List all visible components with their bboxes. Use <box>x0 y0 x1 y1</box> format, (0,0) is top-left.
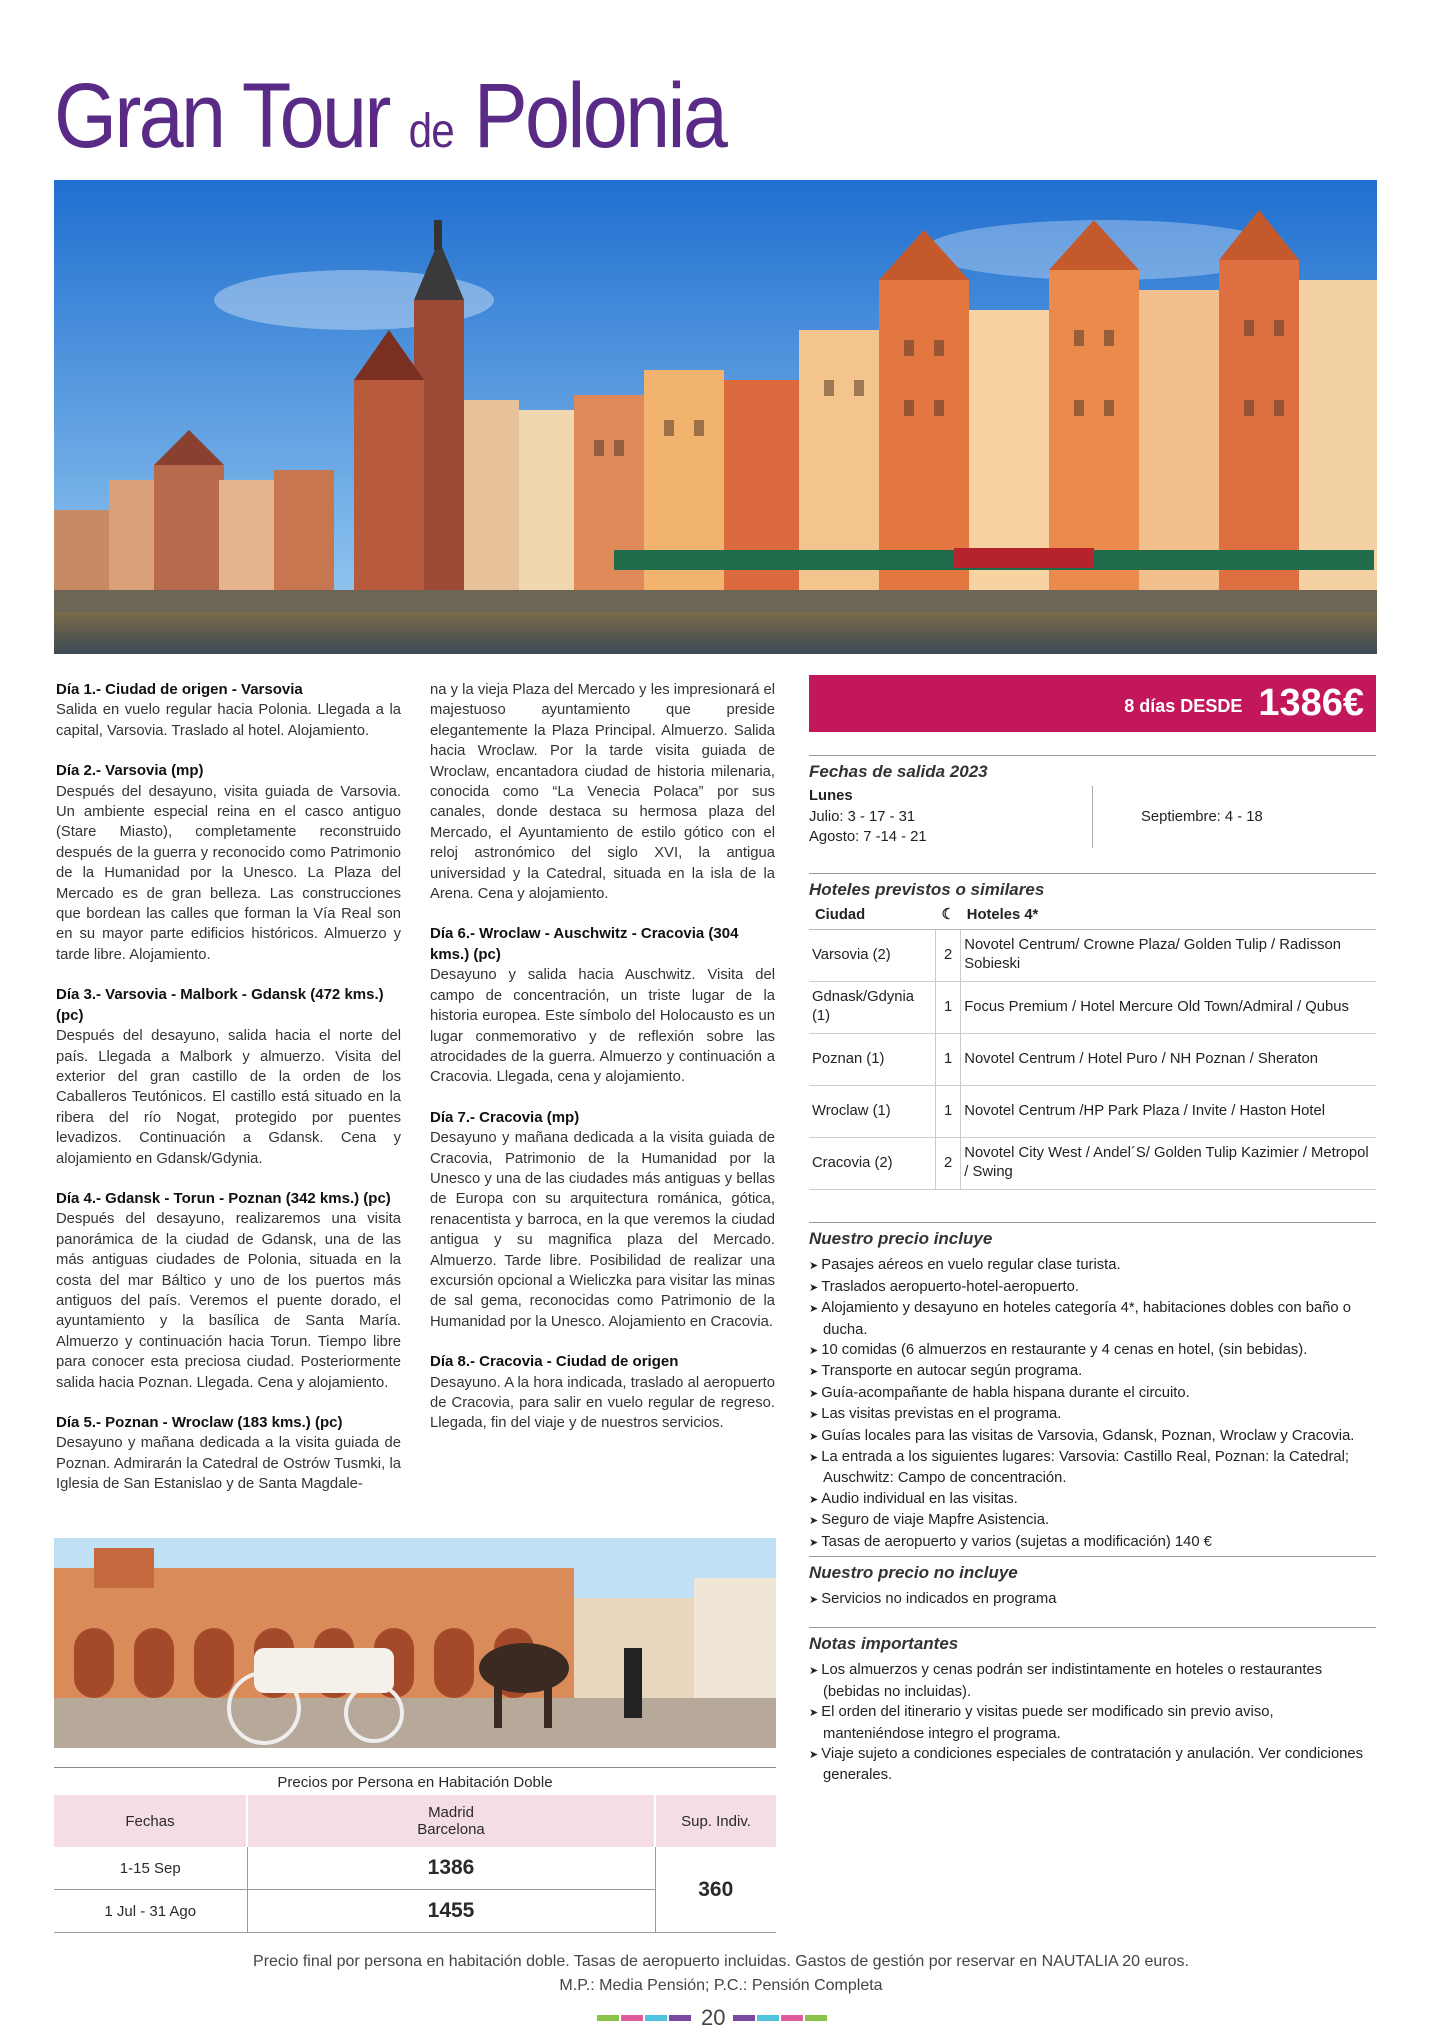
table-row: 1 Jul - 31 Ago 1455 <box>54 1890 776 1933</box>
departure-august: Agosto: 7 -14 - 21 <box>809 829 927 846</box>
list-item: ➤ Audio individual en las visitas. <box>809 1489 1376 1510</box>
day-4-text: Después del desayuno, realizaremos una visita panorámica de la ciudad de Gdansk, una de las más antiguas ciudades de Polonia, situada en la costa del mar Báltico y uno de los puertos más antiguos del país. Veremos el puente dorado, el ayuntamiento y la basílica de Santa María. Almuerzo y continuación hacia Torun. Tiempo libre para conocer esta preciosa ciudad. Posteriormente salida hacia Poznan. Llegada. Cena y alojamiento. <box>56 1211 401 1391</box>
photo-krakow-carriage <box>54 1538 776 1748</box>
price-table-section <box>54 1767 776 1933</box>
departure-weekday: Lunes <box>809 788 853 805</box>
price-excludes-list <box>809 1589 1376 1610</box>
day-5-text: Desayuno y mañana dedicada a la visita guiada de Poznan. Admirarán la Catedral de Ostrów Tusmki, la Iglesia de San Estanislao y de Santa Magdale- <box>56 1435 401 1493</box>
price-excludes-section <box>809 1556 1376 1611</box>
day-4-title: Día 4.- Gdansk - Torun - Poznan (342 kms.) (pc) <box>56 1189 391 1207</box>
list-item: ➤ Los almuerzos y cenas podrán ser indistintamente en hoteles o restaurantes (bebidas no incluidas). <box>809 1660 1376 1702</box>
day-2-title: Día 2.- Varsovia (mp) <box>56 762 204 780</box>
price-table-caption: Precios por Persona en Habitación Doble <box>54 1767 776 1795</box>
table-row: Wroclaw (1) 1 Novotel Centrum /HP Park Plaza / Invite / Haston Hotel <box>809 1085 1376 1137</box>
footer-abbreviations: M.P.: Media Pensión; P.C.: Pensión Completa <box>559 1977 883 1994</box>
itinerary-column-1 <box>56 680 401 1515</box>
table-row: Cracovia (2) 2 Novotel City West / Andel´S/ Golden Tulip Kazimier / Metropol / Swing <box>809 1137 1376 1189</box>
list-item: ➤ Las visitas previstas en el programa. <box>809 1404 1376 1425</box>
price-col-cities <box>247 1795 655 1847</box>
price-table <box>54 1795 776 1933</box>
day-8-text: Desayuno. A la hora indicada, traslado al aeropuerto de Cracovia, para salir en vuelo regular de regreso. Llegada, fin del viaje y de nuestros servicios. <box>430 1374 775 1432</box>
notes-list <box>809 1660 1376 1785</box>
price-excludes-title: Nuestro precio no incluye <box>809 1556 1376 1583</box>
day-5-continued <box>430 680 775 904</box>
departure-dates-section <box>809 755 1376 848</box>
list-item: ➤ Traslados aeropuerto-hotel-aeropuerto. <box>809 1277 1376 1298</box>
page-number: 20 <box>701 2005 726 2030</box>
table-row: Varsovia (2) 2 Novotel Centrum/ Crowne Plaza/ Golden Tulip / Radisson Sobieski <box>809 929 1376 981</box>
list-item: ➤ Seguro de viaje Mapfre Asistencia. <box>809 1510 1376 1531</box>
price-col-dates: Fechas <box>54 1795 247 1847</box>
day-6-title: Día 6.- Wroclaw - Auschwitz - Cracovia (304 kms.) (pc) <box>430 925 739 963</box>
table-row: Poznan (1) 1 Novotel Centrum / Hotel Puro / NH Poznan / Sheraton <box>809 1033 1376 1085</box>
day-7-title: Día 7.- Cracovia (mp) <box>430 1108 580 1126</box>
list-item: ➤ El orden del itinerario y visitas puede ser modificado sin previo aviso, manteniéndose integro el programa. <box>809 1702 1376 1744</box>
day-5 <box>56 1413 401 1495</box>
list-item: ➤ 10 comidas (6 almuerzos en restaurante y 4 cenas en hotel, (sin bebidas). <box>809 1340 1376 1361</box>
hotels-table <box>809 902 1376 1189</box>
hotels-col-hotels: Hoteles 4* <box>961 902 1376 929</box>
itinerary-column-2 <box>430 680 775 1454</box>
list-item: ➤ La entrada a los siguientes lugares: Varsovia: Castillo Real, Poznan: la Catedral; Auschwitz: Campo de concentración. <box>809 1447 1376 1489</box>
title-de: de <box>408 105 454 158</box>
list-item: ➤ Tasas de aeropuerto y varios (sujetas a modificación) 140 € <box>809 1532 1376 1553</box>
day-1-text: Salida en vuelo regular hacia Polonia. Llegada a la capital, Varsovia. Traslado al hotel. Alojamiento. <box>56 702 401 739</box>
day-3 <box>56 985 401 1169</box>
day-7 <box>430 1108 775 1332</box>
departure-september: Septiembre: 4 - 18 <box>1141 808 1263 825</box>
hero-photo-gdansk <box>54 180 1377 654</box>
list-item: ➤ Guía-acompañante de habla hispana durante el circuito. <box>809 1383 1376 1404</box>
day-1 <box>56 680 401 741</box>
single-supplement-value: 360 <box>655 1847 776 1933</box>
day-5-text-continued: na y la vieja Plaza del Mercado y les impresionará el majestuoso ayuntamiento que preside elegantemente la Plaza Principal. Almuerzo. Salida hacia Wroclaw. Por la tarde visita guiada de Wroclaw, encantadora ciudad de historia milenaria, conocida como “La Venecia Polaca” por sus canales, donde destaca su hermosa plaza del Mercado, el Ayuntamiento de estilo gótico con el reloj astronómico del siglo XVI, la antigua universidad y la Catedral, situada en la isla de la Arena. Cena y alojamiento. <box>430 682 775 903</box>
day-3-title: Día 3.- Varsovia - Malbork - Gdansk (472 kms.) (pc) <box>56 986 384 1024</box>
notes-section <box>809 1627 1376 1786</box>
title-end: Polonia <box>473 65 726 167</box>
day-8-title: Día 8.- Cracovia - Ciudad de origen <box>430 1353 679 1371</box>
krakow-illustration <box>54 1538 776 1748</box>
day-7-text: Desayuno y mañana dedicada a la visita guiada de Cracovia, Patrimonio de la Humanidad por la Unesco y una de las ciudades más antiguas y bellas de Europa con su arquitectura románica, gótica, renacentista y barroca, en la que veremos la ciudad antigua y su magnifica plaza del Mercado. Almuerzo. Tarde libre. Posibilidad de realizar una excursión opcional a Wieliczka para visitar las minas de sal gema, reconocidas como Patrimonio de la Humanidad por la Unesco. Alojamiento en Cracovia. <box>430 1130 775 1330</box>
list-item: ➤ Pasajes aéreos en vuelo regular clase turista. <box>809 1255 1376 1276</box>
list-item: ➤ Transporte en autocar según programa. <box>809 1361 1376 1382</box>
day-6-text: Desayuno y salida hacia Auschwitz. Visita del campo de concentración, un triste lugar de la historia europea. Este símbolo del Holocausto es un lugar conmemorativo y de reflexión sobre las atrocidades de la guerra. Almuerzo y continuación a Cracovia. Llegada, cena y alojamiento. <box>430 967 775 1086</box>
list-item: ➤ Servicios no indicados en programa <box>809 1589 1376 1610</box>
hero-illustration <box>54 180 1377 654</box>
day-4 <box>56 1189 401 1393</box>
departure-dates-title: Fechas de salida 2023 <box>809 755 1376 782</box>
price-col-madrid: Madrid <box>428 1804 474 1821</box>
price-banner <box>809 675 1376 732</box>
price-col-single-supplement: Sup. Indiv. <box>655 1795 776 1847</box>
day-3-text: Después del desayuno, salida hacia el norte del país. Llegada a Malbork y almuerzo. Visita del exterior del gran castillo de la orden de los Caballeros Teutónicos. El castillo está situado en la ribera del río Nogat, protegido por puentes levadizos. Continuación a Gdansk. Cena y alojamiento en Gdansk/Gdynia. <box>56 1028 401 1167</box>
hotels-title: Hoteles previstos o similares <box>809 873 1376 900</box>
list-item: ➤ Alojamiento y desayuno en hoteles categoría 4*, habitaciones dobles con baño o ducha. <box>809 1298 1376 1340</box>
price-includes-section <box>809 1222 1376 1553</box>
table-row: Gdnask/Gdynia (1) 1 Focus Premium / Hotel Mercure Old Town/Admiral / Qubus <box>809 981 1376 1033</box>
list-item: ➤ Guías locales para las visitas de Varsovia, Gdansk, Poznan, Wroclaw y Cracovia. <box>809 1426 1376 1447</box>
title-main: Gran Tour <box>54 65 389 167</box>
day-2-text: Después del desayuno, visita guiada de Varsovia. Un ambiente especial reina en el casco antiguo (Stare Miasto), completamente reconstruido después de la guerra y reconocido como Patrimonio de la Humanidad por la Unesco. La Plaza del Mercado es de gran belleza. Las construcciones que bordean las calles que forman la Vía Real son en su mayor parte edificios históricos. Almuerzo y tarde libre. Alojamiento. <box>56 783 401 963</box>
hotels-col-city: Ciudad <box>809 902 936 929</box>
table-row: 1-15 Sep 1386 360 <box>54 1847 776 1890</box>
day-8 <box>430 1352 775 1434</box>
price-banner-label: 8 días DESDE <box>1124 696 1243 716</box>
list-item: ➤ Viaje sujeto a condiciones especiales de contratación y anulación. Ver condiciones generales. <box>809 1744 1376 1786</box>
price-includes-list <box>809 1255 1376 1553</box>
hotels-section <box>809 873 1376 1190</box>
page-title <box>54 65 726 167</box>
day-2 <box>56 761 401 965</box>
price-banner-value: 1386€ <box>1258 682 1364 724</box>
day-5-title: Día 5.- Poznan - Wroclaw (183 kms.) (pc) <box>56 1414 343 1431</box>
price-includes-title: Nuestro precio incluye <box>809 1222 1376 1249</box>
moon-icon: ☾ <box>936 902 961 929</box>
page-number-block <box>597 2005 829 2031</box>
departure-july: Julio: 3 - 17 - 31 <box>809 808 916 825</box>
day-1-title: Día 1.- Ciudad de origen - Varsovia <box>56 681 303 698</box>
notes-title: Notas importantes <box>809 1627 1376 1654</box>
price-col-barcelona: Barcelona <box>417 1821 485 1838</box>
footer-note: Precio final por persona en habitación doble. Tasas de aeropuerto incluidas. Gastos de gestión por reservar en NAUTALIA 20 euros. <box>253 1953 1189 1970</box>
day-6 <box>430 924 775 1087</box>
